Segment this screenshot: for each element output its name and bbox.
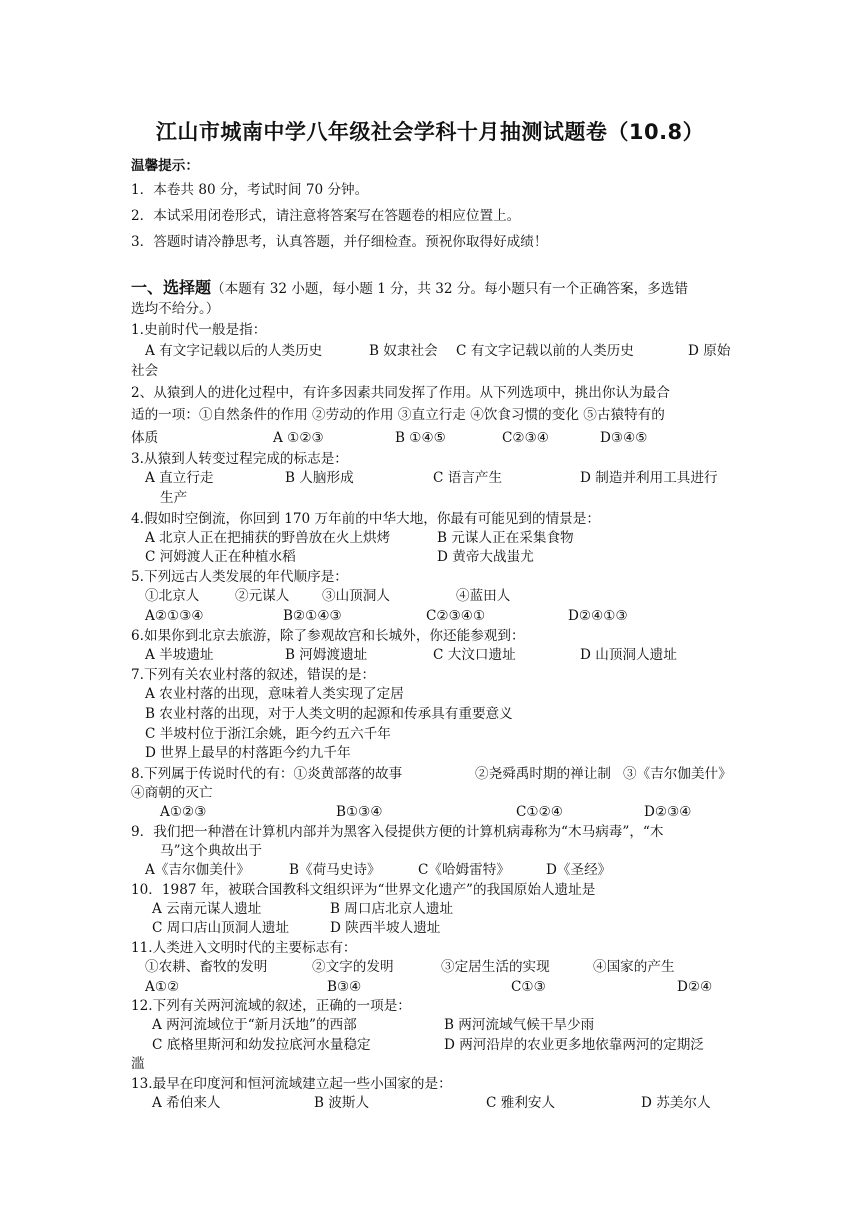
section-heading — [131, 279, 688, 298]
option-d: D 苏美尔人 — [641, 1095, 711, 1111]
option-a: A 两河流域位于“新月沃地”的西部 — [152, 1017, 357, 1033]
option-b: B ①④⑤ — [395, 430, 446, 446]
list-item: ④国家的产生 — [593, 959, 675, 975]
option-b: B 奴隶社会 — [369, 343, 438, 359]
option-b: B 人脑形成 — [285, 470, 354, 486]
option-c: C 语言产生 — [433, 470, 503, 486]
option-d: D《圣经》 — [546, 862, 612, 878]
option-continuation: 生产 — [160, 490, 188, 506]
option-b: B 农业村落的出现，对于人类文明的起源和传承具有重要意义 — [145, 706, 513, 722]
option-d: D 世界上最早的村落距今约九千年 — [145, 745, 351, 761]
section-title: 一、选择题 — [131, 278, 212, 297]
list-item: ③定居生活的实现 — [441, 959, 550, 975]
question-stem: 适的一项：①自然条件的作用 ②劳动的作用 ③直立行走 ④饮食习惯的变化 ⑤古猿特有的 — [131, 407, 665, 423]
option-d: D 原始 — [688, 343, 731, 359]
option-d: D 制造并利用工具进行 — [580, 470, 718, 486]
option-continuation: 滥 — [131, 1056, 145, 1072]
question-stem: 12.下列有关两河流域的叙述，正确的一项是： — [131, 998, 411, 1014]
option-b: B①③④ — [336, 804, 383, 820]
option-c: C①②④ — [516, 804, 563, 820]
option-c: C 有文字记载以前的人类历史 — [456, 343, 634, 359]
option-a: A 北京人正在把捕获的野兽放在火上烘烤 — [145, 530, 391, 546]
list-item: ④蓝田人 — [456, 588, 511, 604]
option-c: C 半坡村位于浙江余姚，距今约五六千年 — [145, 726, 391, 742]
question-stem: 3.从猿到人转变过程完成的标志是： — [131, 451, 348, 467]
option-a: A 有文字记载以后的人类历史 — [145, 343, 323, 359]
option-a: A 云南元谋人遗址 — [152, 901, 262, 917]
question-stem: ②尧舜禹时期的禅让制 — [475, 766, 611, 782]
option-b: B 河姆渡遗址 — [285, 647, 368, 663]
question-stem: 2、从猿到人的进化过程中，有许多因素共同发挥了作用。从下列选项中，挑出你认为最合 — [131, 385, 670, 401]
list-item: ①北京人 — [145, 588, 200, 604]
option-d: D③④⑤ — [600, 430, 648, 446]
option-a: A 直立行走 — [145, 470, 214, 486]
list-item: ①农耕、畜牧的发明 — [145, 959, 268, 975]
question-stem: 10．1987 年，被联合国教科文组织评为“世界文化遗产”的我国原始人遗址是 — [131, 882, 596, 898]
question-stem: 6.如果你到北京去旅游，除了参观故宫和长城外，你还能参观到： — [131, 628, 525, 644]
notice-heading: 温馨提示： — [131, 158, 199, 174]
question-stem: 8.下列属于传说时代的有：①炎黄部落的故事 — [131, 766, 403, 782]
option-c: C 河姆渡人正在种植水稻 — [145, 549, 296, 565]
option-b: B 波斯人 — [314, 1095, 370, 1111]
option-d: D②④ — [677, 979, 713, 995]
option-c: C《哈姆雷特》 — [418, 862, 510, 878]
option-c: C②③④① — [426, 608, 486, 624]
question-stem: 11.人类进入文明时代的主要标志有： — [131, 940, 357, 956]
notice-item: 2．本试采用闭卷形式，请注意将答案写在答题卷的相应位置上。 — [131, 208, 521, 224]
option-d: D②③④ — [644, 804, 692, 820]
question-stem: 4.假如时空倒流，你回到 170 万年前的中华大地，你最有可能见到的情景是： — [131, 511, 600, 527]
option-c: C②③④ — [502, 430, 549, 446]
option-a: A 希伯来人 — [152, 1095, 221, 1111]
question-stem: 9．我们把一种潜在计算机内部并为黑客入侵提供方便的计算机病毒称为“木马病毒”，“木 — [131, 824, 664, 840]
notice-item: 1．本卷共 80 分，考试时间 70 分钟。 — [131, 182, 369, 198]
question-stem: ③《吉尔伽美什》 — [623, 766, 732, 782]
question-stem: 5.下列远古人类发展的年代顺序是： — [131, 569, 348, 585]
option-d: D②④①③ — [568, 608, 628, 624]
option-b: B《荷马史诗》 — [289, 862, 381, 878]
option-c: C 雅利安人 — [486, 1095, 556, 1111]
option-c: C 大汶口遗址 — [433, 647, 516, 663]
option-b: B②①④③ — [283, 608, 342, 624]
question-stem: 13.最早在印度河和恒河流域建立起一些小国家的是： — [131, 1076, 452, 1092]
option-c: C 底格里斯河和幼发拉底河水量稳定 — [152, 1037, 371, 1053]
option-a: A 农业村落的出现，意味着人类实现了定居 — [145, 686, 404, 702]
option-a: A 半坡遗址 — [145, 647, 214, 663]
page-title: 江山市城南中学八年级社会学科十月抽测试题卷（10.8） — [155, 120, 705, 144]
question-stem: 体质 — [131, 430, 159, 446]
option-d: D 陕西半坡人遗址 — [330, 920, 441, 936]
list-item: ③山顶洞人 — [322, 588, 390, 604]
option-b: B 元谋人正在采集食物 — [437, 530, 574, 546]
question-stem: 马”这个典故出于 — [160, 843, 263, 859]
option-b: B③④ — [327, 979, 362, 995]
list-item: ②文字的发明 — [312, 959, 394, 975]
option-d: D 两河沿岸的农业更多地依靠两河的定期泛 — [444, 1037, 704, 1053]
section-desc: （本题有 32 小题，每小题 1 分，共 32 分。每小题只有一个正确答案，多选错 — [211, 281, 688, 297]
option-d: D 黄帝大战蚩尤 — [437, 549, 534, 565]
list-item: ②元谋人 — [235, 588, 290, 604]
option-b: B 两河流域气候干旱少雨 — [444, 1017, 595, 1033]
option-b: B 周口店北京人遗址 — [330, 901, 454, 917]
option-c: C①③ — [511, 979, 546, 995]
section-desc-cont: 选均不给分。） — [131, 301, 220, 317]
question-stem: 1.史前时代一般是指： — [131, 322, 267, 338]
option-d: D 山顶洞人遗址 — [580, 647, 677, 663]
option-a: A②①③④ — [145, 608, 204, 624]
notice-item: 3．答题时请冷静思考，认真答题，并仔细检查。预祝你取得好成绩！ — [131, 234, 548, 250]
option-a: A《吉尔伽美什》 — [145, 862, 250, 878]
option-a: A ①②③ — [273, 430, 324, 446]
question-stem: 7.下列有关农业村落的叙述，错误的是： — [131, 667, 376, 683]
option-a: A①②③ — [160, 804, 207, 820]
question-stem: ④商朝的灭亡 — [131, 785, 213, 801]
option-a: A①② — [145, 979, 180, 995]
option-c: C 周口店山顶洞人遗址 — [152, 920, 290, 936]
option-continuation: 社会 — [131, 363, 159, 379]
